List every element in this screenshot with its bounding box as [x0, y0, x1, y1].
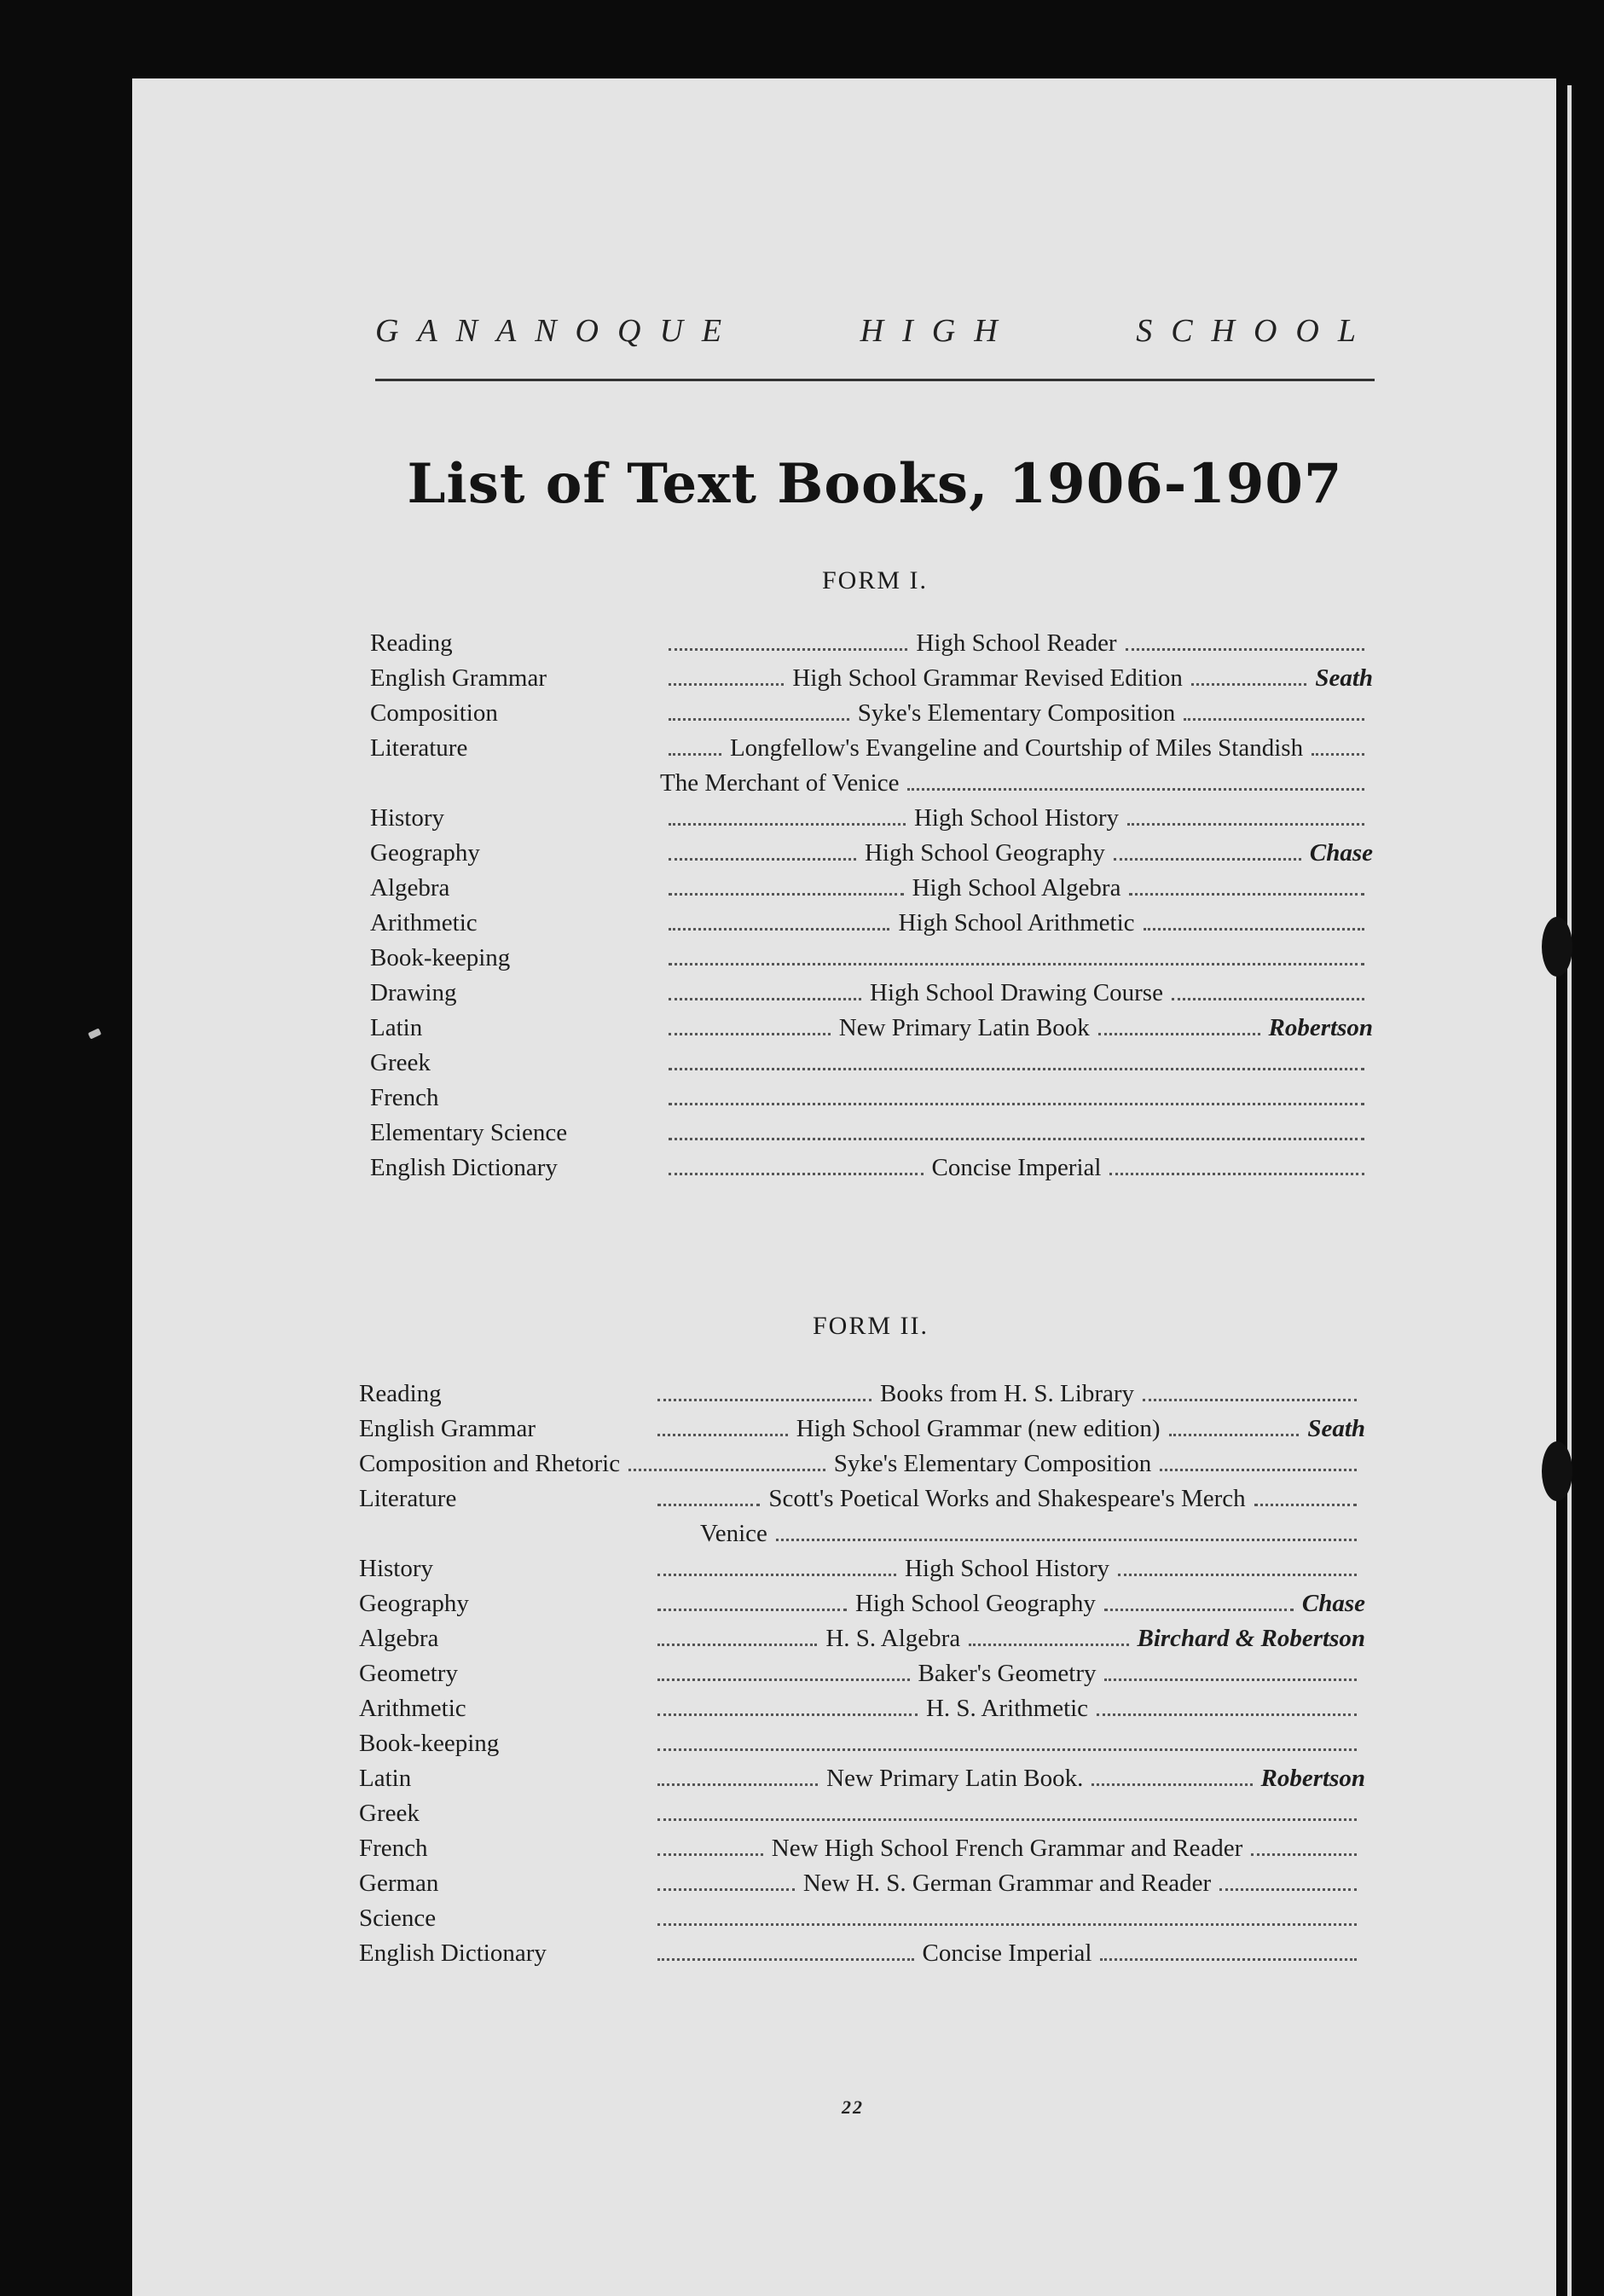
dot-leader	[669, 1103, 1364, 1105]
book-title: High School Geography	[864, 839, 1105, 867]
dot-leader	[657, 1679, 910, 1681]
author-name: Seath	[1315, 664, 1373, 692]
dot-leader	[1100, 1958, 1357, 1961]
dot-leader	[1143, 1399, 1357, 1401]
book-title: Syke's Elementary Composition	[833, 1450, 1152, 1477]
subject-label: French	[370, 1084, 439, 1111]
page-title: List of Text Books, 1906-1907	[407, 452, 1343, 516]
header-word: GANANOQUE	[375, 313, 741, 349]
book-title: High School Drawing Course	[870, 979, 1163, 1006]
list-item	[370, 874, 1373, 909]
dot-leader	[669, 753, 721, 756]
dot-leader	[1109, 1173, 1364, 1175]
subject-label: Book-keeping	[370, 944, 511, 971]
subject-label: History	[359, 1555, 433, 1582]
list-item	[359, 1939, 1365, 1974]
header-rule	[375, 379, 1375, 381]
list-item	[370, 839, 1373, 874]
list-item	[359, 1625, 1365, 1660]
subject-label: English Dictionary	[370, 1154, 558, 1181]
list-item	[359, 1450, 1365, 1485]
subject-label: Science	[359, 1905, 437, 1932]
dot-leader	[657, 1783, 818, 1786]
list-item	[370, 909, 1373, 944]
book-title: New High School French Grammar and Reader	[771, 1835, 1243, 1862]
list-item	[370, 944, 1373, 979]
list-item	[359, 1485, 1365, 1520]
list-item	[370, 1084, 1373, 1119]
subject-label: Latin	[359, 1765, 412, 1792]
form-heading: FORM II.	[812, 1312, 929, 1340]
dot-leader	[657, 1923, 1357, 1926]
dot-leader	[669, 648, 907, 651]
dot-leader	[1097, 1713, 1357, 1716]
dot-leader	[669, 683, 784, 686]
list-item	[359, 1590, 1365, 1625]
list-item	[359, 1905, 1365, 1939]
subject-label: English Grammar	[359, 1415, 536, 1442]
dot-leader	[776, 1539, 1357, 1541]
dot-leader	[657, 1399, 871, 1401]
dot-leader	[669, 1033, 831, 1035]
list-item	[359, 1870, 1365, 1905]
dot-leader	[657, 1818, 1357, 1821]
list-item	[359, 1695, 1365, 1730]
book-title: High School Reader	[916, 629, 1117, 657]
form-2-list	[359, 1380, 1365, 1974]
subject-label: English Grammar	[370, 664, 547, 692]
list-item	[370, 664, 1373, 699]
dot-leader	[1144, 928, 1364, 931]
binding-hole	[1542, 1441, 1572, 1501]
list-item	[370, 769, 1373, 804]
subject-label: Algebra	[370, 874, 450, 902]
dot-leader	[657, 1504, 760, 1506]
dot-leader	[1184, 718, 1364, 721]
subject-label: Algebra	[359, 1625, 439, 1652]
dot-leader	[1104, 1609, 1294, 1611]
book-title: H. S. Algebra	[825, 1625, 961, 1652]
dot-leader	[657, 1888, 795, 1891]
dot-leader	[669, 893, 904, 896]
dot-leader	[669, 963, 1364, 965]
list-item	[370, 1014, 1373, 1049]
book-title: Concise Imperial	[922, 1939, 1092, 1967]
page-number: 22	[842, 2096, 864, 2118]
subject-label: Drawing	[370, 979, 457, 1006]
book-title: New Primary Latin Book.	[826, 1765, 1084, 1792]
book-title: Scott's Poetical Works and Shakespeare's Merch	[768, 1485, 1246, 1512]
dot-leader	[1254, 1504, 1357, 1506]
dot-leader	[669, 998, 861, 1000]
book-title: Syke's Elementary Composition	[857, 699, 1176, 727]
subject-label: Latin	[370, 1014, 423, 1041]
subject-label: Arithmetic	[359, 1695, 466, 1722]
dot-leader	[657, 1748, 1357, 1751]
subject-label: Geography	[359, 1590, 469, 1617]
dot-leader	[657, 1958, 914, 1961]
dot-leader	[1104, 1679, 1357, 1681]
subject-label: Composition and Rhetoric	[359, 1450, 621, 1477]
subject-label: Elementary Science	[370, 1119, 568, 1146]
subject-label: Reading	[370, 629, 453, 657]
list-item	[370, 979, 1373, 1014]
book-title: High School Grammar (new edition)	[796, 1415, 1161, 1442]
dot-leader	[1172, 998, 1364, 1000]
list-item	[359, 1415, 1365, 1450]
dot-leader	[669, 823, 906, 826]
subject-label: Geometry	[359, 1660, 458, 1687]
list-item	[370, 1154, 1373, 1189]
dot-leader	[1191, 683, 1306, 686]
list-item	[359, 1730, 1365, 1765]
right-margin-dark	[1556, 0, 1604, 2296]
list-item	[359, 1555, 1365, 1590]
subject-label: Reading	[359, 1380, 442, 1407]
list-item	[370, 629, 1373, 664]
list-item	[370, 1119, 1373, 1154]
list-item	[370, 804, 1373, 839]
dot-leader	[669, 718, 849, 721]
list-item	[359, 1520, 1365, 1555]
subject-label: Literature	[370, 734, 468, 762]
dot-leader	[657, 1434, 788, 1436]
book-title: High School Geography	[854, 1590, 1096, 1617]
dot-leader	[1169, 1434, 1300, 1436]
dot-leader	[1312, 753, 1364, 756]
dot-leader	[669, 1138, 1364, 1140]
subject-label: Greek	[370, 1049, 431, 1076]
dot-leader	[669, 928, 889, 931]
list-item	[359, 1380, 1365, 1415]
book-title: High School Algebra	[912, 874, 1121, 902]
list-item	[370, 734, 1373, 769]
header-word: SCHOOL	[1136, 313, 1375, 349]
list-item	[359, 1800, 1365, 1835]
dot-leader	[657, 1713, 918, 1716]
author-name: Robertson	[1260, 1765, 1365, 1792]
author-name: Robertson	[1268, 1014, 1373, 1041]
list-item	[359, 1835, 1365, 1870]
dot-leader	[1114, 858, 1301, 861]
binding-hole	[1542, 917, 1572, 977]
subject-label: French	[359, 1835, 428, 1862]
book-title: New Primary Latin Book	[838, 1014, 1090, 1041]
dot-leader	[669, 1068, 1364, 1070]
book-title: H. S. Arithmetic	[925, 1695, 1089, 1722]
dot-leader	[669, 858, 856, 861]
book-title: Venice	[700, 1520, 767, 1547]
list-item	[370, 699, 1373, 734]
subject-label: Arithmetic	[370, 909, 478, 936]
book-title: High School History	[913, 804, 1120, 832]
header-word: HIGH	[860, 313, 1016, 349]
subject-label: German	[359, 1870, 439, 1897]
subject-label: Book-keeping	[359, 1730, 500, 1757]
facing-page-edge	[1567, 85, 1572, 2296]
dot-leader	[907, 788, 1364, 791]
dot-leader	[1251, 1853, 1357, 1856]
list-item	[359, 1660, 1365, 1695]
running-header	[375, 314, 1375, 348]
dot-leader	[1118, 1574, 1357, 1576]
book-title: Concise Imperial	[931, 1154, 1102, 1181]
subject-label: Greek	[359, 1800, 420, 1827]
book-title: High School Arithmetic	[898, 909, 1135, 936]
dot-leader	[1129, 893, 1364, 896]
author-name: Birchard & Robertson	[1137, 1625, 1365, 1652]
dot-leader	[969, 1644, 1128, 1646]
dot-leader	[1126, 648, 1364, 651]
list-item	[370, 1049, 1373, 1084]
author-name: Chase	[1301, 1590, 1366, 1617]
dot-leader	[657, 1644, 817, 1646]
form-1-list	[370, 629, 1373, 1189]
dot-leader	[657, 1574, 896, 1576]
dot-leader	[1219, 1888, 1357, 1891]
dot-leader	[657, 1853, 763, 1856]
dot-leader	[628, 1469, 825, 1471]
book-title: High School History	[904, 1555, 1110, 1582]
scan-speck	[88, 1028, 101, 1039]
book-title: New H. S. German Grammar and Reader	[802, 1870, 1212, 1897]
dot-leader	[1098, 1033, 1260, 1035]
book-title: Books from H. S. Library	[879, 1380, 1135, 1407]
dot-leader	[657, 1609, 847, 1611]
book-title: The Merchant of Venice	[660, 769, 900, 797]
book-title: Longfellow's Evangeline and Courtship of Miles Standish	[729, 734, 1304, 762]
subject-label: Composition	[370, 699, 498, 727]
subject-label: History	[370, 804, 444, 832]
form-heading: FORM I.	[821, 566, 929, 594]
book-title: Baker's Geometry	[918, 1660, 1097, 1687]
book-title: High School Grammar Revised Edition	[792, 664, 1183, 692]
author-name: Chase	[1309, 839, 1374, 867]
dot-leader	[1160, 1469, 1357, 1471]
subject-label: Literature	[359, 1485, 457, 1512]
dot-leader	[669, 1173, 924, 1175]
subject-label: English Dictionary	[359, 1939, 547, 1967]
subject-label: Geography	[370, 839, 480, 867]
dot-leader	[1127, 823, 1364, 826]
author-name: Seath	[1307, 1415, 1365, 1442]
dot-leader	[1092, 1783, 1252, 1786]
list-item	[359, 1765, 1365, 1800]
